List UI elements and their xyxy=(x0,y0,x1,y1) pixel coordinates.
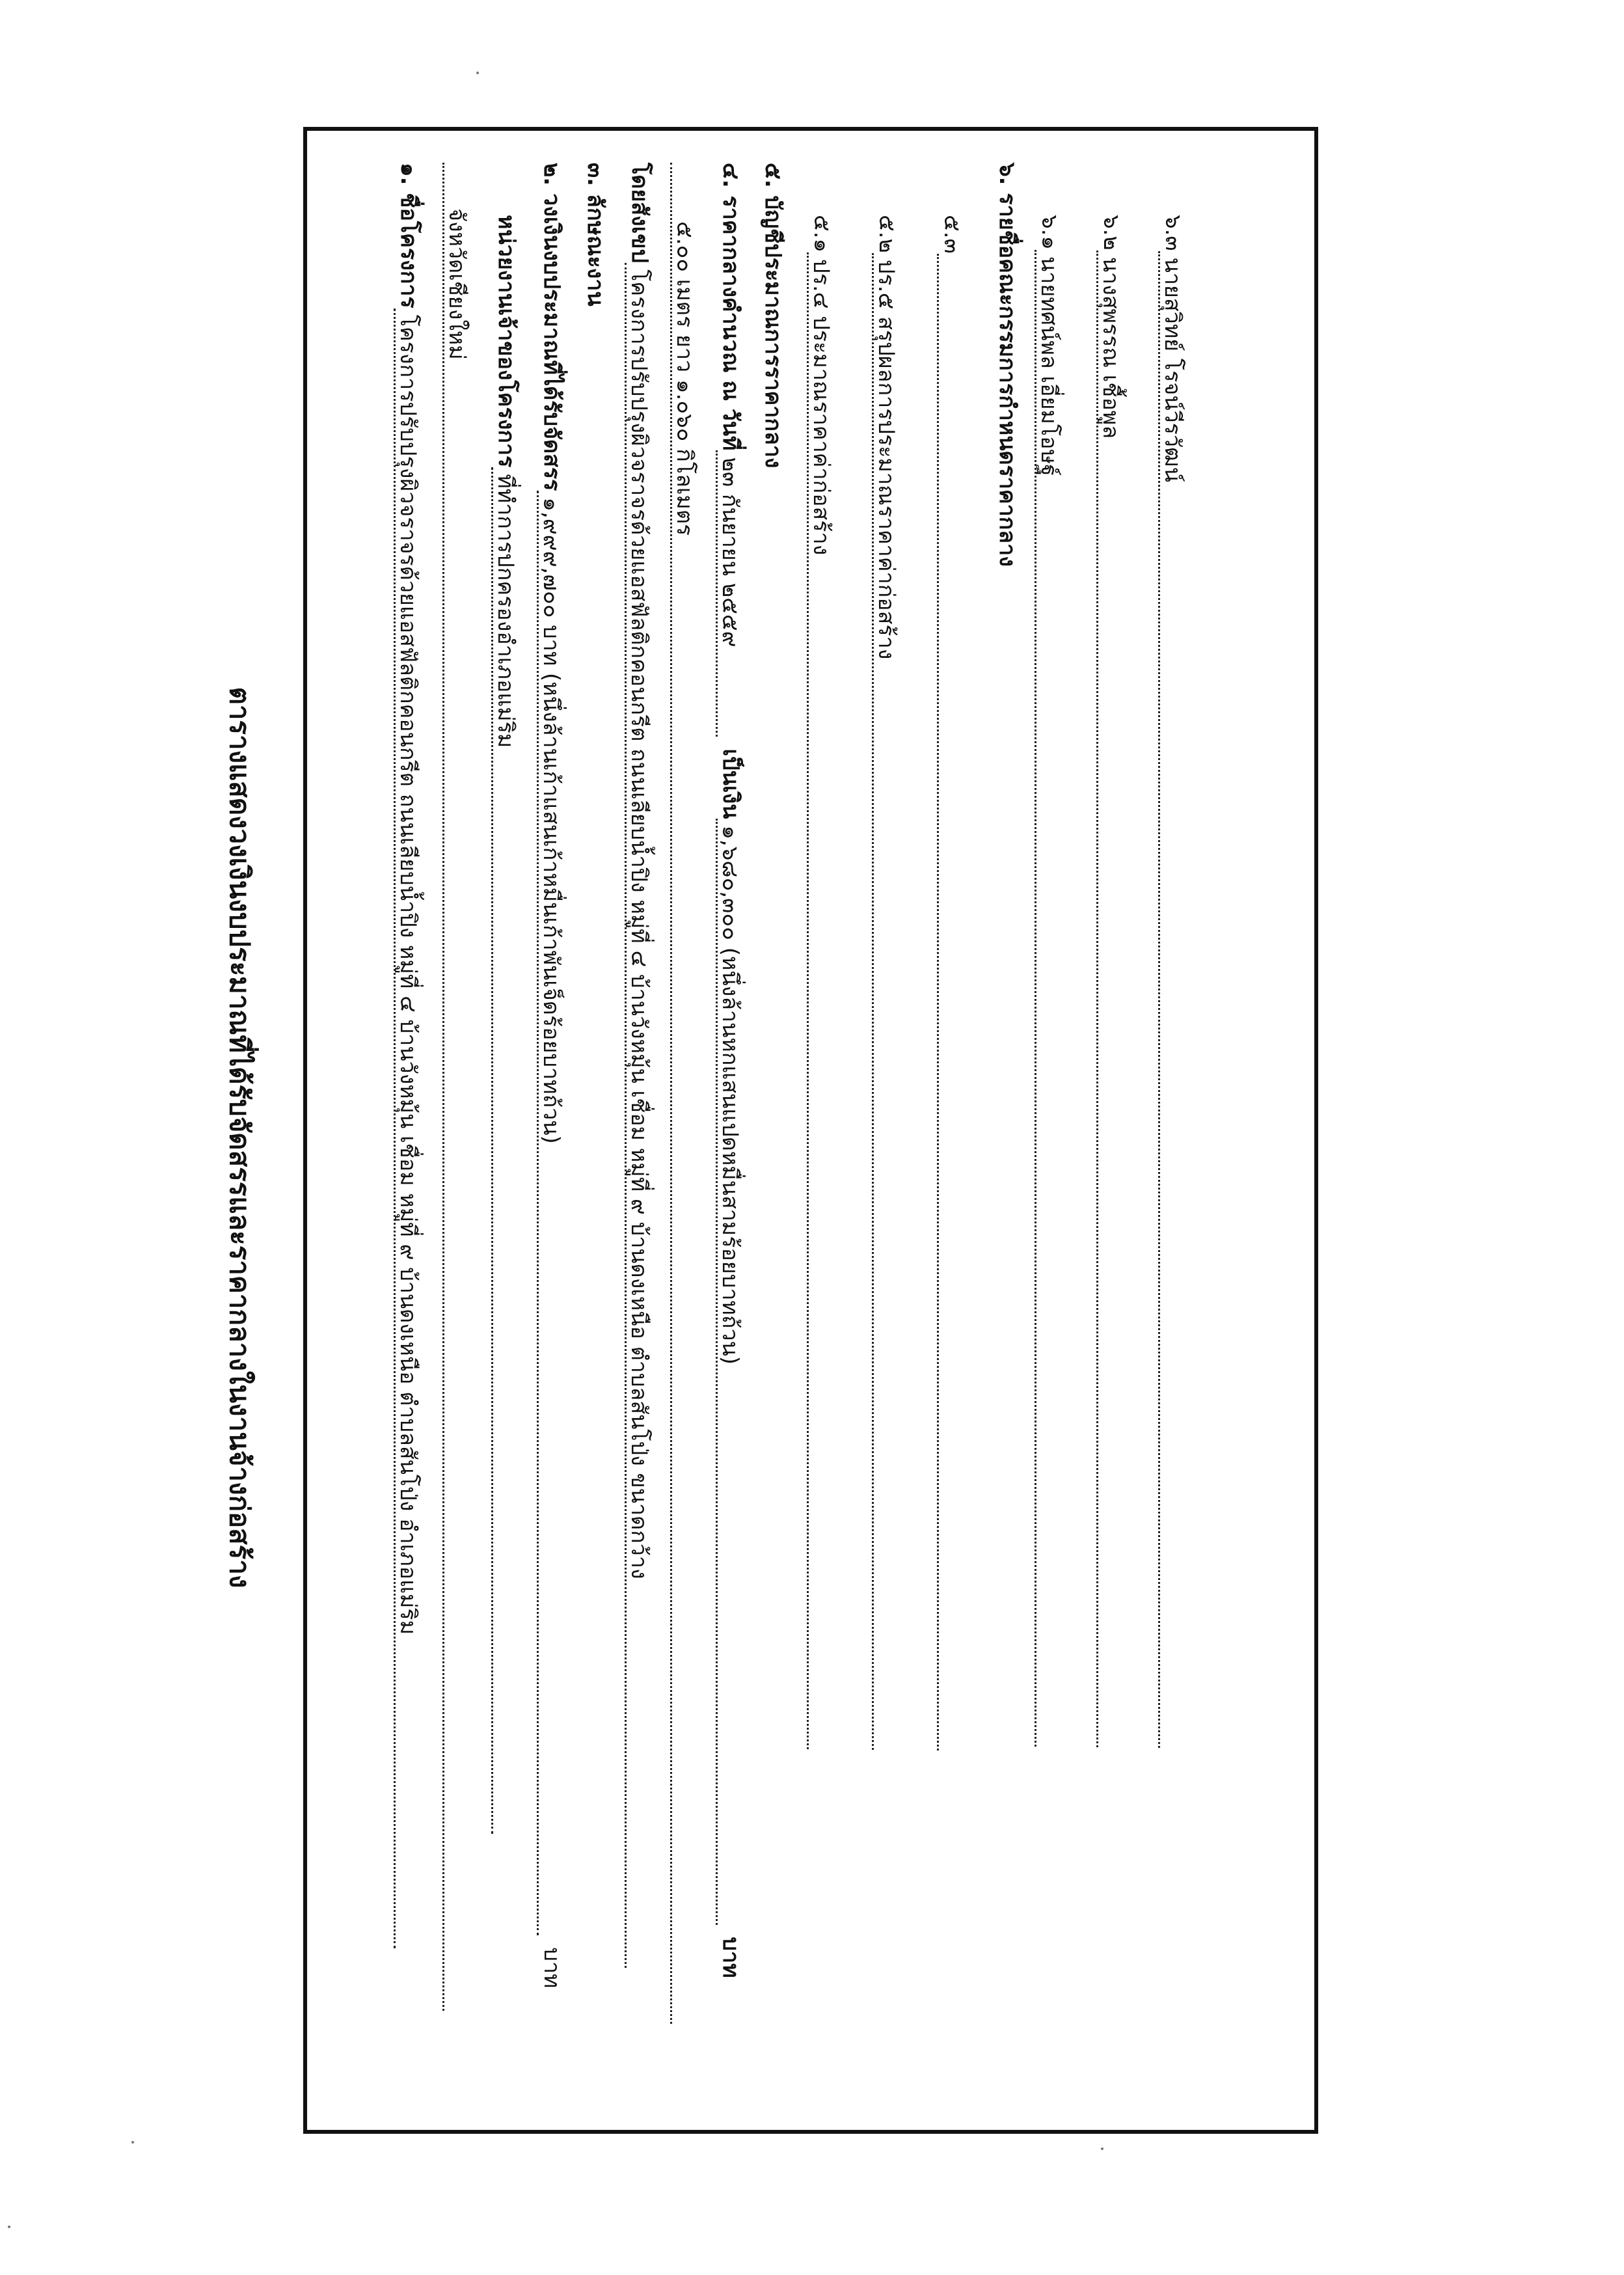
committee-member-3-name: นายสุวิทย์ โรจน์วีรวัฒน์ xyxy=(1158,251,1185,1748)
scan-speck xyxy=(476,72,479,74)
median-price-label: ๔. ราคากลางคำนวณ ณ วันที่ xyxy=(718,163,744,451)
scan-speck xyxy=(8,2226,10,2228)
document-title: ตารางแสดงวงเงินงบประมาณที่ได้รับจัดสรรและราคากลางในงานจ้างก่อสร้าง xyxy=(224,687,256,1588)
work-type-label: ๓. ลักษณะงาน xyxy=(582,163,608,307)
work-summary-label: โดยสังเขป xyxy=(627,163,653,264)
median-price-unit: บาท xyxy=(718,1937,744,1978)
work-summary-value: โครงการปรับปรุงผิวจราจรด้วยแอสฟัลติกคอนกรีต ถนนเลียบน้ำปิง หมู่ที่ ๔ บ้านวังหมุ้น เชื่อม หมู่ที่ ๙ บ้านดงเหนือ ตำบลสันโป่ง ขนาดกว้าง xyxy=(625,263,651,1968)
estimate-item-1-number: ๕.๑ xyxy=(809,215,835,253)
work-type-row xyxy=(580,163,610,307)
project-name-row-2 xyxy=(442,163,472,2011)
estimate-item-3-number: ๕.๓ xyxy=(939,215,965,254)
committee-member-3-number: ๖.๓ xyxy=(1160,215,1186,251)
project-name-value: โครงการปรับปรุงผิวจราจรด้วยแอสฟัลติกคอนกรีต ถนนเลียบน้ำปิง หมู่ที่ ๔ บ้านวังหมุ้น เชื่อม หมู่ที่ ๙ บ้านดงเหนือ ตำบลสันโป่ง อำเภอแม่ริม xyxy=(394,308,420,1948)
committee-label: ๖. รายชื่อคณะกรรมการกำหนดราคากลาง xyxy=(994,163,1020,567)
median-price-value: ๑,๖๘๐,๓๐๐ (หนึ่งล้านหกแสนแปดหมื่นสามร้อยบาทถ้วน) xyxy=(716,819,742,1925)
owner-row xyxy=(491,215,521,1834)
estimate-item-2-text: ปร.๕ สรุปผลการประมาณราคาค่าก่อสร้าง xyxy=(872,253,899,1750)
estimate-list-row xyxy=(758,163,788,469)
estimate-item-3-text xyxy=(937,254,964,1751)
median-price-date: ๒๓ กันยายน ๒๕๕๙ xyxy=(716,450,742,737)
committee-member-1-name: นายทศน์พล เอี่ยมโอษฐ์ xyxy=(1035,250,1061,1747)
budget-value: ๑,๙๙๙,๗๐๐ บาท (หนึ่งล้านเก้าแสนเก้าหมื่นเก้าพันเจ็ดร้อยบาทถ้วน) xyxy=(537,491,563,1935)
estimate-list-label: ๕. บัญชีประมาณการราคากลาง xyxy=(760,163,786,469)
owner-value: ที่ทำการปกครองอำเภอแม่ริม xyxy=(491,467,518,1834)
committee-member-2-name: นางสุพรรณ เชื้อพูล xyxy=(1096,251,1123,1747)
committee-member-3 xyxy=(1158,215,1188,1748)
work-summary-value-2: ๕.๐๐ เมตร ยาว ๑.๐๖๐ กิโลเมตร xyxy=(670,163,697,2024)
budget-unit: บาท xyxy=(539,1947,565,1989)
estimate-item-2 xyxy=(872,215,902,1750)
median-price-row xyxy=(716,163,746,1978)
median-price-money-label: เป็นเงิน xyxy=(718,748,744,819)
project-name-row xyxy=(394,163,424,1948)
estimate-item-3 xyxy=(937,215,967,1751)
work-summary-row xyxy=(625,163,655,1968)
scan-speck xyxy=(1101,2147,1103,2150)
scan-speck xyxy=(131,2141,134,2144)
estimate-item-1 xyxy=(807,215,837,1749)
committee-member-2 xyxy=(1096,215,1126,1747)
committee-member-2-number: ๖.๒ xyxy=(1098,215,1124,251)
project-name-label: ๑. ชื่อโครงการ xyxy=(396,163,422,308)
estimate-item-1-text: ปร.๔ ประมาณราคาค่าก่อสร้าง xyxy=(807,252,833,1749)
committee-member-1-number: ๖.๑ xyxy=(1036,215,1062,250)
committee-row xyxy=(992,163,1022,567)
estimate-item-2-number: ๕.๒ xyxy=(874,215,900,253)
budget-label: ๒. วงเงินงบประมาณที่ได้รับจัดสรร xyxy=(539,163,565,491)
owner-label: หน่วยงานเจ้าของโครงการ xyxy=(493,215,519,468)
work-summary-row-2 xyxy=(670,163,700,2024)
budget-row xyxy=(537,163,567,1988)
project-name-value-2: จังหวัดเชียงใหม่ xyxy=(442,163,469,2011)
committee-member-1 xyxy=(1035,215,1064,1747)
